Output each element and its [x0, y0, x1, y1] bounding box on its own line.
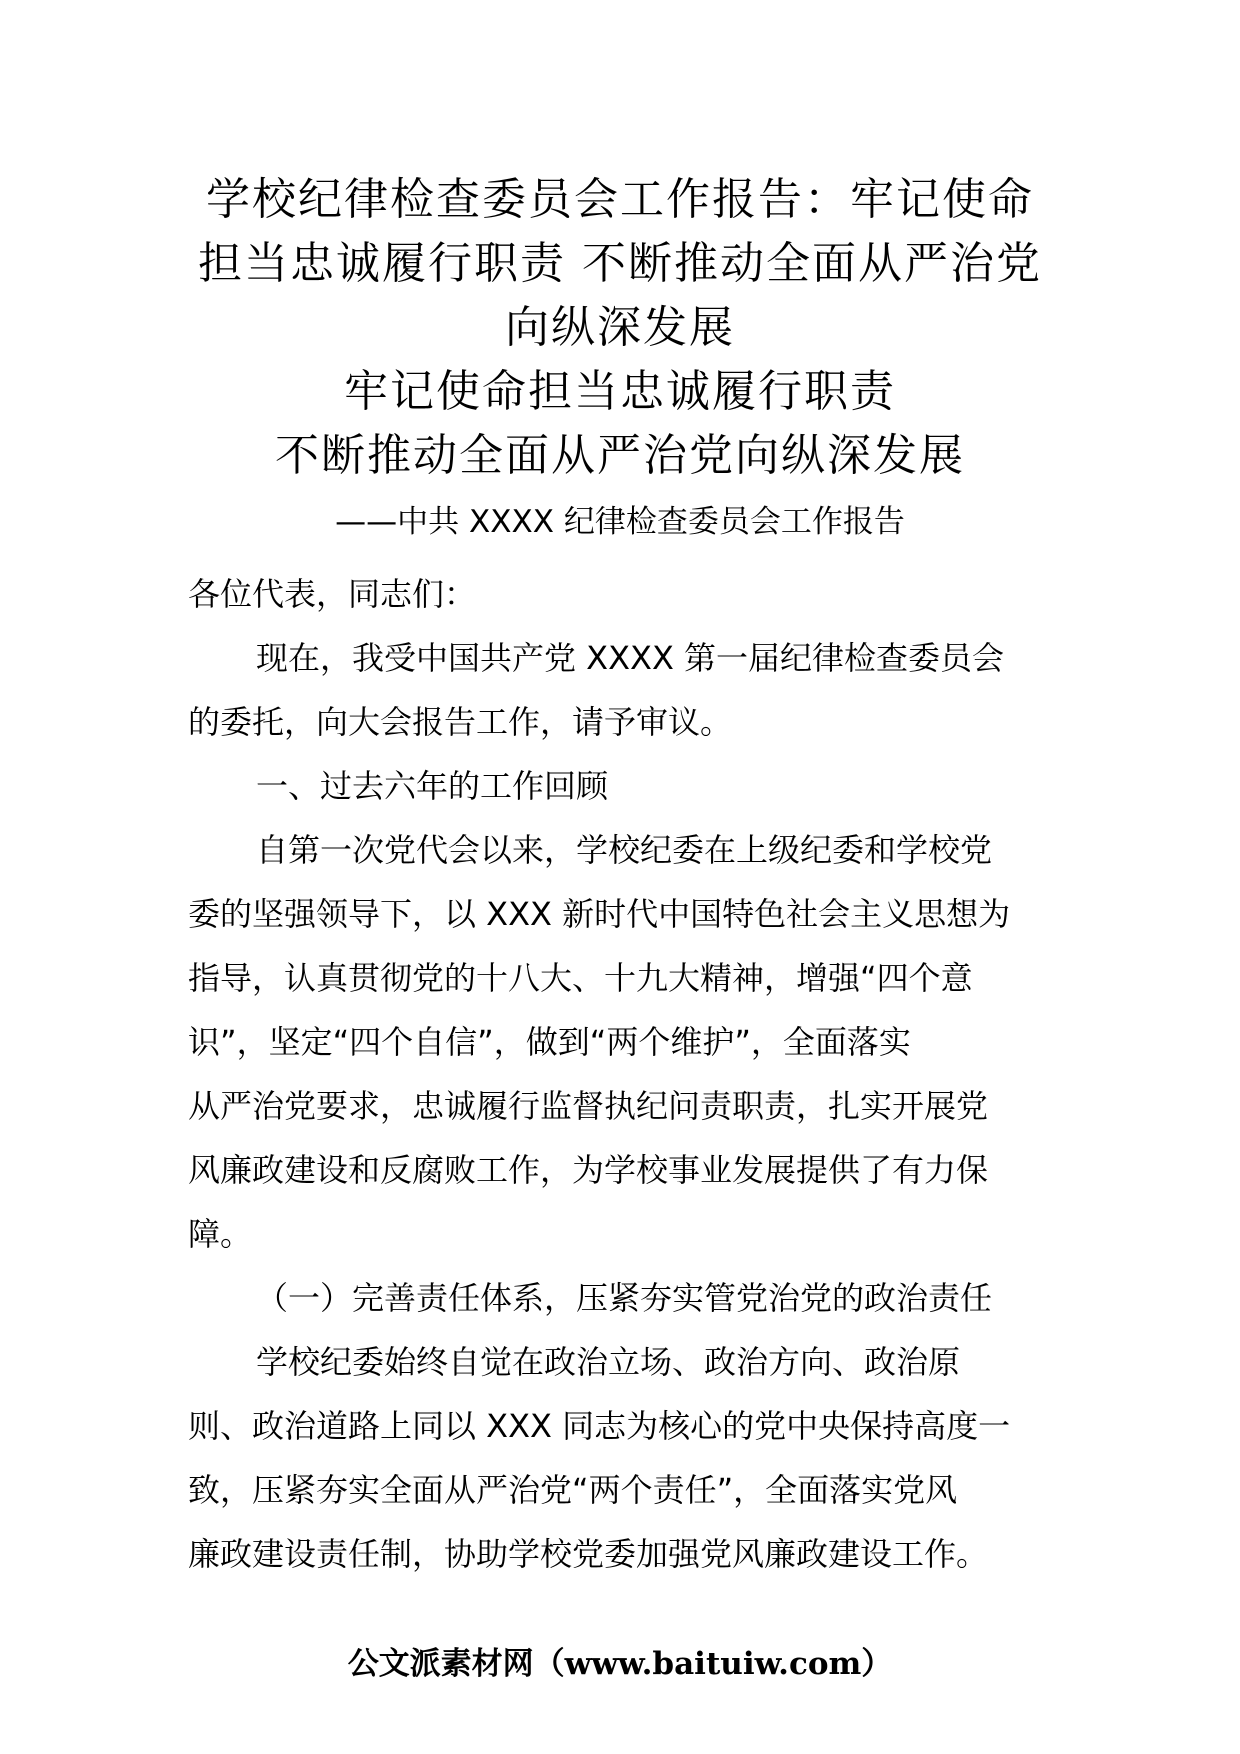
document-body — [188, 562, 1058, 1586]
section-heading — [188, 754, 1058, 818]
paragraph-responsibility — [188, 1330, 1058, 1586]
paragraph-line: 委的坚强领导下，以 XXX 新时代中国特色社会主义思想为 — [188, 895, 1011, 933]
paragraph-line: 自第一次党代会以来，学校纪委在上级纪委和学校党 — [256, 831, 993, 869]
greeting: 各位代表，同志们： — [188, 575, 477, 613]
title-line: 牢记使命担当忠诚履行职责 — [344, 366, 896, 417]
heading-line: 一、过去六年的工作回顾 — [256, 767, 609, 805]
subsection-heading — [188, 1266, 1058, 1330]
title-line: 担当忠诚履行职责 不断推动全面从严治党 — [198, 238, 1042, 289]
paragraph-line: 学校纪委始终自觉在政治立场、政治方向、政治原 — [256, 1343, 961, 1381]
document-subtitle: ——中共 XXXX 纪律检查委员会工作报告 — [335, 504, 905, 540]
paragraph-line: 障。 — [188, 1215, 253, 1253]
paragraph-line: 致，压紧夯实全面从严治党“两个责任”，全面落实党风 — [188, 1471, 958, 1509]
paragraph-line: 现在，我受中国共产党 XXXX 第一届纪律检查委员会 — [256, 639, 1005, 677]
title-line: 学校纪律检查委员会工作报告：牢记使命 — [206, 174, 1034, 225]
heading-line: （一）完善责任体系，压紧夯实管党治党的政治责任 — [256, 1279, 993, 1317]
paragraph-intro — [188, 626, 1058, 754]
document-title — [150, 168, 1090, 488]
paragraph-line: 廉政建设责任制，协助学校党委加强党风廉政建设工作。 — [188, 1535, 989, 1573]
paragraph-line: 风廉政建设和反腐败工作，为学校事业发展提供了有力保 — [188, 1151, 989, 1189]
paragraph-line: 从严治党要求，忠诚履行监督执纪问责职责，扎实开展党 — [188, 1087, 989, 1125]
title-line: 不断推动全面从严治党向纵深发展 — [275, 430, 965, 481]
paragraph-line: 则、政治道路上同以 XXX 同志为核心的党中央保持高度一 — [188, 1407, 1011, 1445]
title-line: 向纵深发展 — [505, 302, 735, 353]
page-footer: 公文派素材网（www.baituiw.com） — [347, 1646, 893, 1682]
paragraph-line: 指导，认真贯彻党的十八大、十九大精神，增强“四个意 — [188, 959, 973, 997]
paragraph-line: 的委托，向大会报告工作，请予审议。 — [188, 703, 733, 741]
paragraph-line: 识”，坚定“四个自信”，做到“两个维护”，全面落实 — [188, 1023, 911, 1061]
paragraph-review — [188, 818, 1058, 1266]
